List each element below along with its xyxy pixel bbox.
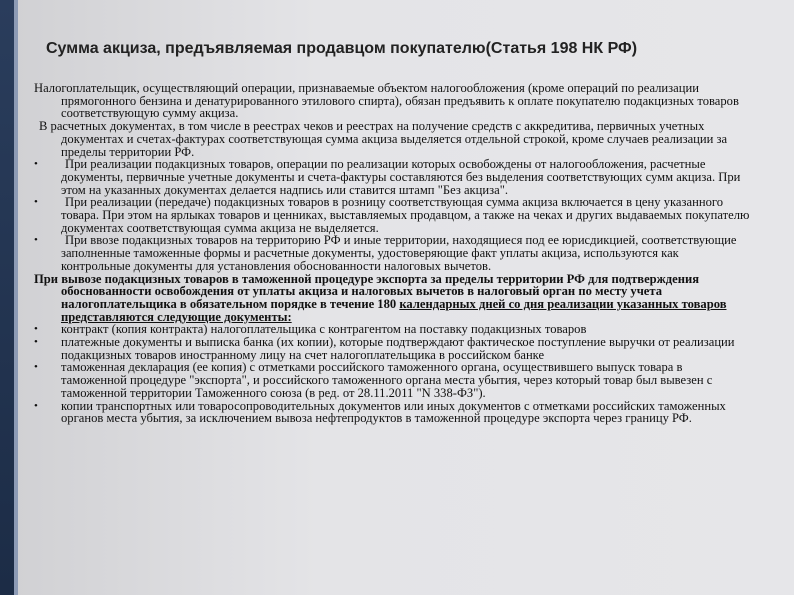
slide-body (34, 82, 750, 425)
list-item-text: таможенная декларация (ее копия) с отметками российского таможенного органа, осуществившего выпуск товара в таможенной процедуре "экспорта", и российского таможенного органа места убытия, через который товар был вывезен с таможенной территории Таможенного союза (в ред. от 28.11.2011 "N 338-ФЗ"). (61, 360, 713, 400)
bullet-icon: • (34, 196, 38, 209)
list-item (34, 234, 750, 272)
list-item (34, 336, 750, 361)
paragraph-taxpayer-obligation: Налогоплательщик, осуществляющий операции, признаваемые объектом налогообложения (кроме операций по реализации прямогонного бензина и денатурированного этилового спирта), обязан предъявить к оплате покупателю подакцизных товаров соответствующую сумму акциза. (34, 81, 739, 121)
bullet-icon: • (34, 361, 38, 374)
left-accent-stripe (14, 0, 18, 595)
list-item-text: копии транспортных или товаросопроводительных документов или иных документов с отметками российских таможенных органов места убытия, за исключением вывоза нефтепродуктов в таможенной процедуре экспорта через границу РФ. (61, 398, 726, 426)
list-item-text: При ввозе подакцизных товаров на территорию РФ и иные территории, находящиеся под ее юрисдикцией, соответствующие заполненные таможенные формы и расчетные документы, удостоверяющие факт уплаты акциза, используются как контрольные документы для установления обоснованности налоговых вычетов. (61, 233, 737, 273)
bullet-icon: • (34, 323, 38, 336)
left-decorative-bar (0, 0, 14, 595)
paragraph-export-intro (34, 273, 750, 324)
list-item-text: контракт (копия контракта) налогоплательщика с контрагентом на поставку подакцизных товаров (61, 322, 587, 337)
list-item (34, 361, 750, 399)
list-item-text: При реализации (передаче) подакцизных товаров в розницу соответствующая сумма акциза включается в цену указанного товара. При этом на ярлыках товаров и ценниках, выставляемых продавцом, а также на чеках и других выдаваемых покупателю документах соответствующая сумма акциза не выделяется. (61, 195, 750, 235)
list-item-text: При реализации подакцизных товаров, операции по реализации которых освобождены от налогообложения, расчетные документы, первичные учетные документы и счета-фактуры составляются без выделения соответствующих сумм акциза. При этом на указанных документах делается надпись или ставится штамп "Без акциза". (61, 157, 741, 197)
bullet-icon: • (34, 336, 38, 349)
paragraph-settlement-documents: В расчетных документах, в том числе в реестрах чеков и реестрах на получение средств с аккредитива, первичных учетных документах и счетах-фактурах соответствующая сумма акциза выделяется отдельной строкой, кроме случаев реализации за пределы территории РФ. (39, 119, 728, 159)
bullet-icon: • (34, 158, 38, 171)
list-item (34, 196, 750, 234)
export-intro-text: При вывозе подакцизных товаров в таможенной процедуре экспорта за пределы территории РФ для подтверждения обоснованности освобождения от уплаты акциза и налоговых вычетов в налоговый орган по месту учета налогоплательщика в обязательном порядке в течение 180 (34, 271, 700, 311)
export-intro-underlined: календарных дней со дня реализации указанных товаров представляются следующие документы: (61, 296, 727, 324)
list-item (34, 158, 750, 196)
bullet-icon: • (34, 399, 38, 412)
bullet-icon: • (34, 234, 38, 247)
list-item-text: платежные документы и выписка банка (их копии), которые подтверждают фактическое поступление выручки от реализации подакцизных товаров иностранному лицу на счет налогоплательщика в российском банке (61, 335, 735, 362)
list-item (34, 400, 750, 425)
slide-title: Сумма акциза, предъявляемая продавцом покупателю(Статья 198 НК РФ) (46, 40, 638, 57)
